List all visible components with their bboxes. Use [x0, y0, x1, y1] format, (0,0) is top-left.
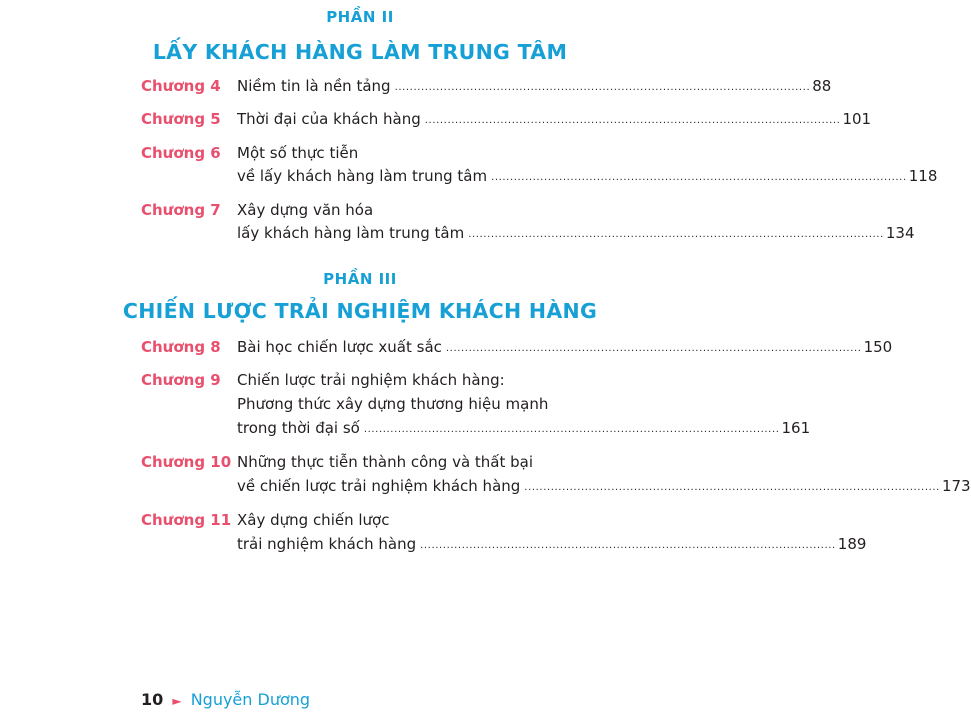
leader-dots: ..............................................................................................................	[524, 482, 940, 493]
part-2-title: LẤY KHÁCH HÀNG LÀM TRUNG TÂM	[152, 40, 568, 64]
chapter-title-text: Niềm tin là nền tảng	[237, 77, 391, 95]
chapter-page-number: 118	[908, 167, 938, 185]
chapter-title-text: về lấy khách hàng làm trung tâm	[237, 167, 488, 185]
footer-author: Nguyễn Dương	[190, 690, 311, 709]
chapter-title-line	[237, 77, 832, 95]
chapter-title-line	[237, 477, 971, 495]
chapter-number: Chương 8	[141, 338, 221, 356]
chapter-title-text: trải nghiệm khách hàng	[237, 535, 417, 553]
chapter-title-line	[237, 395, 575, 413]
footer-page-number: 10	[141, 690, 164, 709]
chapter-number: Chương 5	[141, 110, 221, 128]
chapter-page-number: 150	[863, 338, 893, 356]
chapter-title-line	[237, 419, 811, 437]
chapter-title-text: Một số thực tiễn	[237, 144, 359, 162]
leader-dots: ..............................................................................................................	[420, 540, 836, 551]
chapter-number: Chương 11	[141, 511, 232, 529]
leader-dots: ..............................................................................................................	[491, 172, 907, 183]
chapter-title-text: Những thực tiễn thành công và thất bại	[237, 453, 534, 471]
chapter-title-line	[237, 201, 575, 219]
leader-dots: ..............................................................................................................	[445, 343, 862, 354]
chapter-title-line	[237, 110, 872, 128]
chapter-title-line	[237, 511, 575, 529]
chapter-title-line	[237, 453, 575, 471]
page-footer	[141, 690, 310, 709]
leader-dots: ..............................................................................................................	[424, 115, 841, 126]
chapter-page-number: 88	[812, 77, 832, 95]
part-3-title: CHIẾN LƯỢC TRẢI NGHIỆM KHÁCH HÀNG	[122, 299, 598, 323]
leader-dots: ..............................................................................................................	[468, 229, 884, 240]
chapter-title-text: lấy khách hàng làm trung tâm	[237, 224, 465, 242]
chapter-page-number: 173	[941, 477, 971, 495]
chapter-number: Chương 7	[141, 201, 221, 219]
chapter-page-number: 101	[842, 110, 872, 128]
chapter-title-line	[237, 338, 893, 356]
chapter-page-number: 134	[885, 224, 915, 242]
chapter-number: Chương 9	[141, 371, 221, 389]
leader-dots: ..............................................................................................................	[363, 424, 780, 435]
chapter-number: Chương 4	[141, 77, 221, 95]
chapter-title-text: về chiến lược trải nghiệm khách hàng	[237, 477, 521, 495]
chapter-title-text: Chiến lược trải nghiệm khách hàng:	[237, 371, 505, 389]
part-3-label: PHẦN III	[323, 270, 397, 288]
chapter-number: Chương 6	[141, 144, 221, 162]
chapter-title-text: Bài học chiến lược xuất sắc	[237, 338, 442, 356]
chapter-title-line	[237, 535, 867, 553]
chapter-title-text: Xây dựng chiến lược	[237, 511, 390, 529]
chapter-title-text: Xây dựng văn hóa	[237, 201, 374, 219]
chapter-title-line	[237, 371, 575, 389]
chapter-title-text: Thời đại của khách hàng	[237, 110, 421, 128]
part-2-label: PHẦN II	[326, 8, 394, 26]
arrow-right-icon: ►	[172, 694, 182, 708]
chapter-title-text: trong thời đại số	[237, 419, 360, 437]
chapter-title-line	[237, 224, 915, 242]
chapter-title-text: Phương thức xây dựng thương hiệu mạnh	[237, 395, 549, 413]
chapter-page-number: 161	[781, 419, 811, 437]
chapter-title-line	[237, 167, 938, 185]
leader-dots: ..............................................................................................................	[394, 82, 811, 93]
chapter-page-number: 189	[837, 535, 867, 553]
chapter-title-line	[237, 144, 575, 162]
chapter-number: Chương 10	[141, 453, 232, 471]
